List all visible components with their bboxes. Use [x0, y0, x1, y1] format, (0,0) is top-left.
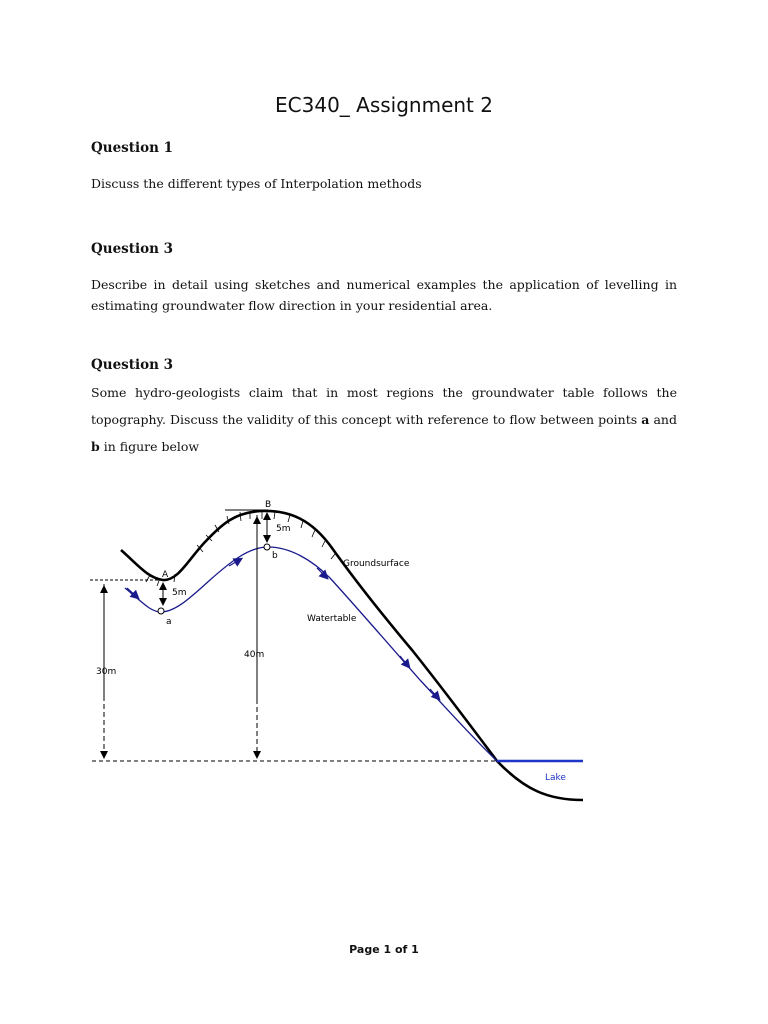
question-2-heading: Question 3 — [91, 241, 174, 257]
groundwater-figure — [0, 490, 768, 820]
label-5m-B: 5m — [276, 524, 291, 534]
page-footer: Page 1 of 1 — [349, 943, 419, 956]
question-3-text-part1: Some hydro-geologists claim that in most regions the groundwater table follows the topography. Discuss the validity of this concept with reference to flow between points — [91, 385, 677, 427]
question-3-and: and — [653, 412, 677, 427]
flow-arrow-icon — [400, 656, 409, 667]
question-1-heading: Question 1 — [91, 140, 174, 156]
label-A: A — [162, 570, 169, 580]
label-b: b — [272, 551, 278, 561]
question-3-text-part2: in figure below — [99, 439, 200, 454]
label-5m-A: 5m — [172, 588, 187, 598]
question-1-text: Discuss the different types of Interpolation methods — [91, 176, 422, 191]
point-a-marker — [158, 608, 164, 614]
point-b-ref: b — [91, 439, 100, 454]
label-40m: 40m — [244, 650, 265, 660]
question-3-text — [91, 379, 677, 460]
point-b-marker — [264, 544, 270, 550]
question-3-heading: Question 3 — [91, 357, 174, 373]
question-2-text: Describe in detail using sketches and numerical examples the application of levelling in estimating groundwater flow direction in your residential area. — [91, 277, 677, 313]
label-groundsurface: Groundsurface — [343, 559, 410, 569]
label-30m: 30m — [96, 667, 117, 677]
label-watertable: Watertable — [307, 614, 357, 624]
label-lake: Lake — [545, 773, 566, 783]
ground-surface — [121, 511, 583, 800]
flow-arrow-icon — [430, 689, 439, 699]
page-title: EC340_ Assignment 2 — [275, 93, 493, 117]
point-a-ref: a — [641, 412, 650, 427]
water-table — [125, 547, 497, 761]
label-a: a — [166, 617, 172, 627]
flow-arrow-icon — [127, 588, 138, 598]
label-B: B — [265, 500, 272, 510]
flow-arrows — [127, 559, 439, 699]
